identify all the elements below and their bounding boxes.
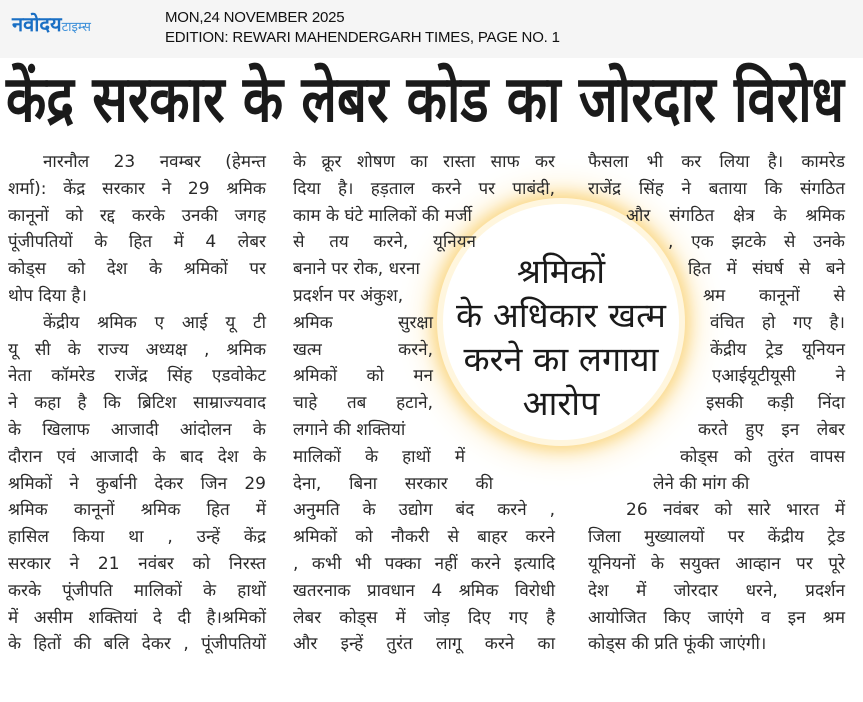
article-line: , कभी भी पक्का नहीं करने इत्यादि bbox=[293, 554, 555, 574]
article-line: ने कहा है कि ब्रिटिश साम्राज्यवाद bbox=[8, 393, 266, 414]
article-line: वंचित हो गए है। bbox=[710, 312, 845, 333]
callout-quote bbox=[443, 250, 679, 426]
article-line: कोड्स की प्रति फूंकी जाएंगी। bbox=[588, 634, 767, 655]
article-line: दिया है। हड़ताल करने पर पाबंदी, bbox=[293, 178, 555, 199]
article-line: कोड्स को तुरंत वापस bbox=[680, 446, 845, 467]
article-line: के खिलाफ आजादी आंदोलन के bbox=[8, 420, 266, 440]
article-line: देश में जोरदार धरने, प्रदर्शन bbox=[588, 580, 845, 601]
article-line: प्रदर्शन पर अंकुश, bbox=[293, 286, 404, 306]
publication-date: MON,24 NOVEMBER 2025 bbox=[165, 9, 345, 26]
article-line: में असीम शक्तियां दे दी है।श्रमिकों bbox=[8, 607, 266, 628]
article-line: के हितों की बलि देकर , पूंजीपतियों bbox=[8, 634, 266, 655]
article-line: खतरनाक प्रावधान 4 श्रमिक विरोधी bbox=[293, 580, 555, 601]
masthead bbox=[0, 0, 863, 58]
article-line: लेने की मांग की bbox=[653, 473, 750, 494]
article-line: कानूनों को रद्द करके उनकी जगह bbox=[8, 205, 266, 226]
article-line: सरकार ने 21 नवंबर को निरस्त bbox=[8, 554, 266, 574]
article-line: शर्मा): केंद्र सरकार ने 29 श्रमिक bbox=[8, 178, 266, 199]
logo-sub: टाइम्स bbox=[61, 20, 91, 35]
callout-line: करने का लगाया bbox=[463, 340, 659, 380]
article-line: श्रमिकों को नौकरी से बाहर करने bbox=[293, 527, 555, 548]
article-line: नारनौल 23 नवम्बर (हेमन्त bbox=[43, 152, 266, 172]
article-line: श्रमिक कानूनों श्रमिक हित में bbox=[8, 500, 266, 521]
article-line: नेता कॉमरेड राजेंद्र सिंह एडवोकेट bbox=[8, 366, 266, 387]
article-line: केंद्रीय श्रमिक ए आई यू टी bbox=[43, 312, 266, 333]
article-line: श्रम कानूनों से bbox=[703, 286, 845, 306]
article-line: चाहे तब हटाने, bbox=[293, 393, 433, 414]
callout-line: श्रमिकों bbox=[516, 252, 606, 292]
article-line: खत्म करने, bbox=[293, 339, 433, 360]
edition-name: EDITION: REWARI MAHENDERGARH TIMES, PAGE NO. 1 bbox=[165, 29, 560, 46]
article-line: दौरान एवं आजादी के बाद देश के bbox=[8, 446, 266, 467]
article-line: करके पूंजीपति मालिकों के हाथों bbox=[8, 580, 266, 601]
article-line: फैसला भी कर लिया है। कामरेड bbox=[588, 152, 845, 172]
article-line: श्रमिक सुरक्षा bbox=[293, 312, 433, 333]
article-line: श्रमिकों को मन bbox=[293, 366, 433, 387]
article-line: आयोजित किए जाएंगे व इन श्रम bbox=[588, 607, 845, 628]
article-line: हासिल किया था , उन्हें केंद्र bbox=[8, 527, 266, 548]
article-line: राजेंद्र सिंह ने बताया कि संगठित bbox=[588, 178, 845, 199]
article-line: श्रमिकों ने कुर्बानी देकर जिन 29 bbox=[8, 473, 266, 494]
article-line: लेबर कोड्स में जोड़ दिए गए है bbox=[293, 607, 555, 628]
callout-line: के अधिकार खत्म bbox=[456, 296, 666, 336]
article-line: मालिकों के हाथों में bbox=[293, 446, 465, 467]
callout-line: आरोप bbox=[522, 384, 600, 424]
article-line: और इन्हें तुरंत लागू करने का bbox=[293, 634, 555, 655]
article-line: थोप दिया है। bbox=[8, 286, 87, 306]
article-line: काम के घंटे मालिकों की मर्जी bbox=[293, 205, 472, 226]
article-line: लगाने की शक्तियां bbox=[293, 420, 406, 440]
article-line: जिला मुख्यालयों पर केंद्रीय ट्रेड bbox=[588, 527, 845, 548]
article-line: यूनियनों के सयुक्त आव्हान पर पूरे bbox=[588, 554, 845, 574]
article-line: यू सी के राज्य अध्यक्ष , श्रमिक bbox=[8, 339, 266, 360]
headline: केंद्र सरकार के लेबर कोड का जोरदार विरोध bbox=[6, 63, 844, 137]
edition-info bbox=[165, 8, 560, 48]
article-line: , एक झटके से उनके bbox=[668, 232, 845, 253]
article-line: अनुमति के उद्योग बंद करने , bbox=[293, 500, 555, 521]
article-line: 26 नवंबर को सारे भारत में bbox=[626, 500, 845, 521]
article-line: केंद्रीय ट्रेड यूनियन bbox=[710, 339, 845, 360]
article-line: से तय करने, यूनियन bbox=[293, 232, 476, 253]
newspaper-logo bbox=[12, 10, 91, 37]
article-line: और संगठित क्षेत्र के श्रमिक bbox=[626, 205, 845, 226]
article-line: इसकी कड़ी निंदा bbox=[706, 393, 845, 414]
article-line: करते हुए इन लेबर bbox=[698, 420, 845, 440]
article-line: के क्रूर शोषण का रास्ता साफ कर bbox=[293, 152, 555, 172]
logo-main: नवोदय bbox=[12, 12, 62, 36]
article-line: पूंजीपतियों के हित में 4 लेबर bbox=[8, 232, 266, 253]
article-line: बनाने पर रोक, धरना bbox=[293, 259, 420, 280]
article-line: कोड्स को देश के श्रमिकों पर bbox=[8, 259, 266, 280]
article-line: एआईयूटीयूसी ने bbox=[712, 366, 845, 387]
article-line: देना, बिना सरकार की bbox=[293, 473, 493, 494]
article-line: हित में संघर्ष से बने bbox=[688, 259, 845, 280]
